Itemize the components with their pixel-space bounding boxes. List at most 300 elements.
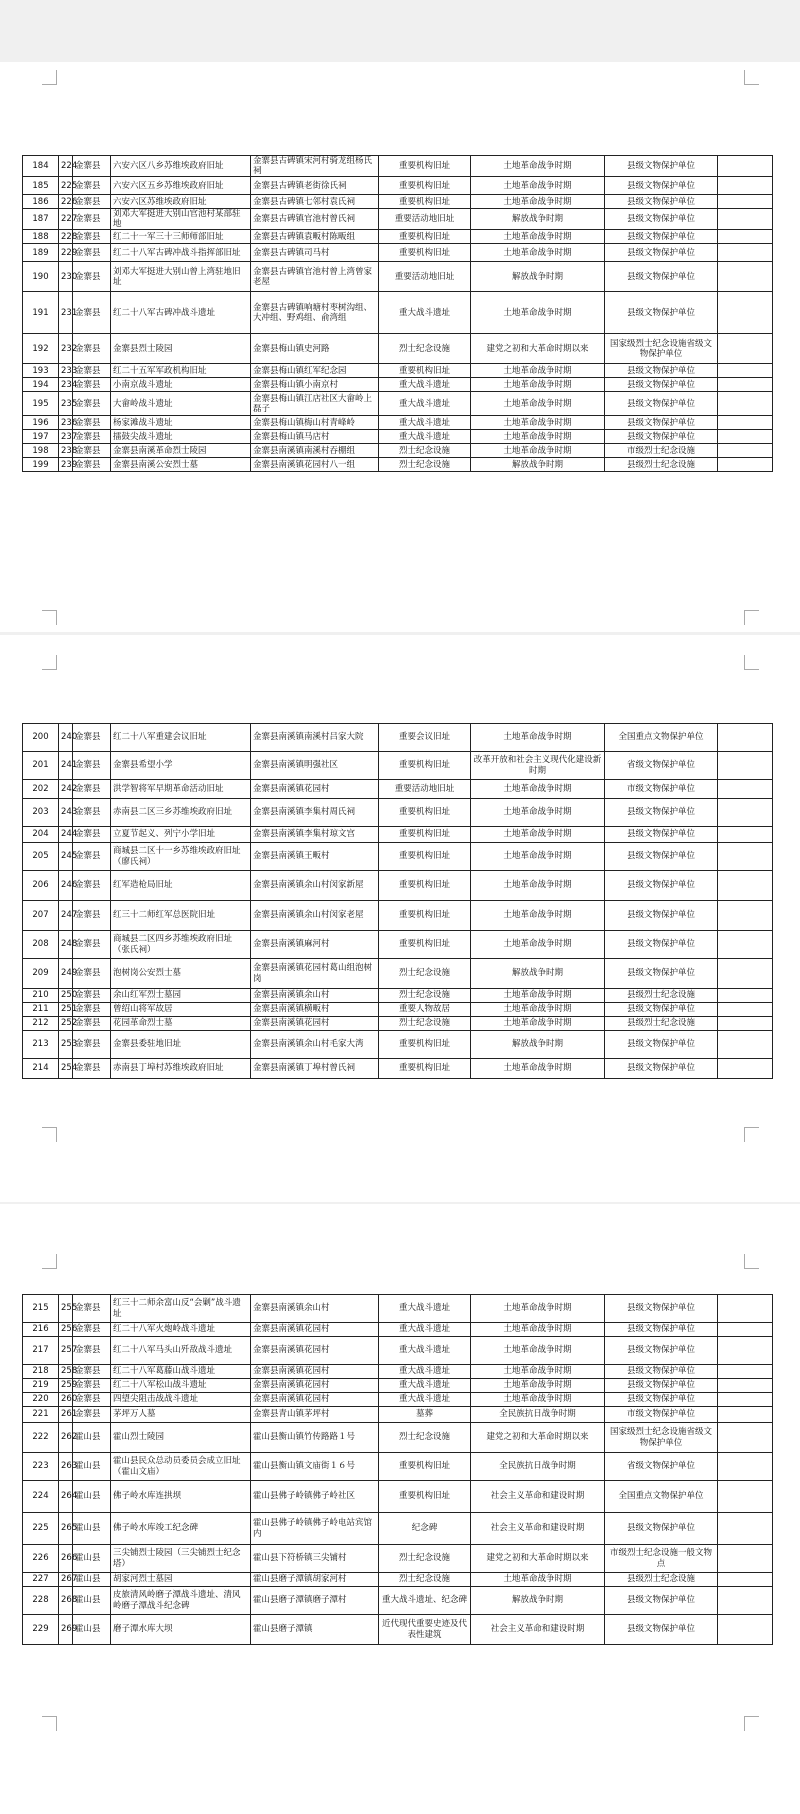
site-name-cell: 金寨县南溪公安烈士墓 <box>111 458 251 472</box>
site-name-cell: 杨家滩战斗遗址 <box>111 416 251 430</box>
period-cell: 全民族抗日战争时期 <box>471 1407 605 1423</box>
blank-cell <box>718 209 773 230</box>
row-number: 246 <box>59 871 73 901</box>
site-name-cell: 红二十八军马头山歼敌战斗遗址 <box>111 1337 251 1365</box>
period-cell: 土地革命战争时期 <box>471 177 605 195</box>
protection-level-cell: 县级文物保护单位 <box>605 1587 718 1615</box>
protection-level-cell: 县级烈士纪念设施 <box>605 1017 718 1031</box>
row-number: 228 <box>59 230 73 244</box>
site-name-cell: 磨子潭水库大坝 <box>111 1615 251 1645</box>
site-type-cell: 重要机构旧址 <box>379 843 471 871</box>
location-cell: 金寨县南溪镇花园村 <box>251 1323 379 1337</box>
row-number: 264 <box>59 1481 73 1513</box>
period-cell: 土地革命战争时期 <box>471 292 605 334</box>
row-index: 228 <box>23 1587 59 1615</box>
row-number: 224 <box>59 156 73 177</box>
site-type-cell: 重大战斗遗址 <box>379 1365 471 1379</box>
table-row <box>23 1031 773 1059</box>
location-cell: 金寨县青山镇茅坪村 <box>251 1407 379 1423</box>
row-number: 262 <box>59 1423 73 1453</box>
county-cell: 霍山县 <box>73 1545 111 1573</box>
blank-cell <box>718 364 773 378</box>
location-cell: 霍山县衡山镇竹传路路１号 <box>251 1423 379 1453</box>
county-cell: 金寨县 <box>73 799 111 827</box>
page-corner-mark <box>744 655 759 670</box>
row-number: 242 <box>59 780 73 799</box>
row-number: 236 <box>59 416 73 430</box>
site-name-cell: 红二十八军古碑冲战斗指挥部旧址 <box>111 244 251 262</box>
location-cell: 金寨县南溪镇余山村毛家大湾 <box>251 1031 379 1059</box>
period-cell: 土地革命战争时期 <box>471 364 605 378</box>
site-type-cell: 重大战斗遗址 <box>379 1323 471 1337</box>
blank-cell <box>718 1379 773 1393</box>
table-row <box>23 292 773 334</box>
location-cell: 金寨县梅山镇小南京村 <box>251 378 379 392</box>
county-cell: 金寨县 <box>73 843 111 871</box>
location-cell: 霍山县磨子潭镇 <box>251 1615 379 1645</box>
row-index: 210 <box>23 989 59 1003</box>
site-type-cell: 重要机构旧址 <box>379 799 471 827</box>
row-index: 219 <box>23 1379 59 1393</box>
county-cell: 霍山县 <box>73 1513 111 1545</box>
period-cell: 解放战争时期 <box>471 1031 605 1059</box>
protection-level-cell: 县级文物保护单位 <box>605 1379 718 1393</box>
county-cell: 金寨县 <box>73 1323 111 1337</box>
row-index: 187 <box>23 209 59 230</box>
page-corner-mark <box>744 70 759 85</box>
site-type-cell: 近代现代重要史迹及代表性建筑 <box>379 1615 471 1645</box>
row-number: 251 <box>59 1003 73 1017</box>
county-cell: 金寨县 <box>73 1393 111 1407</box>
protection-level-cell: 县级文物保护单位 <box>605 156 718 177</box>
protection-level-cell: 全国重点文物保护单位 <box>605 1481 718 1513</box>
row-index: 203 <box>23 799 59 827</box>
protection-level-cell: 县级文物保护单位 <box>605 430 718 444</box>
site-name-cell: 商城县二区四乡苏维埃政府旧址（张氏祠） <box>111 931 251 959</box>
period-cell: 解放战争时期 <box>471 209 605 230</box>
site-type-cell: 重要机构旧址 <box>379 931 471 959</box>
row-index: 207 <box>23 901 59 931</box>
location-cell: 金寨县南溪镇花园村 <box>251 1337 379 1365</box>
protection-level-cell: 县级文物保护单位 <box>605 262 718 292</box>
blank-cell <box>718 392 773 416</box>
site-name-cell: 六安六区八乡苏维埃政府旧址 <box>111 156 251 177</box>
county-cell: 金寨县 <box>73 901 111 931</box>
site-type-cell: 烈士纪念设施 <box>379 1573 471 1587</box>
blank-cell <box>718 1295 773 1323</box>
site-type-cell: 重要机构旧址 <box>379 1481 471 1513</box>
period-cell: 土地革命战争时期 <box>471 378 605 392</box>
table-row <box>23 195 773 209</box>
blank-cell <box>718 752 773 780</box>
protection-level-cell: 县级文物保护单位 <box>605 1059 718 1079</box>
county-cell: 金寨县 <box>73 827 111 843</box>
blank-cell <box>718 1587 773 1615</box>
blank-cell <box>718 230 773 244</box>
site-type-cell: 烈士纪念设施 <box>379 1545 471 1573</box>
row-number: 267 <box>59 1573 73 1587</box>
row-index: 192 <box>23 334 59 364</box>
site-type-cell: 重大战斗遗址 <box>379 378 471 392</box>
table-row <box>23 931 773 959</box>
location-cell: 金寨县南溪镇明强社区 <box>251 752 379 780</box>
page-corner-mark <box>744 1254 759 1269</box>
site-name-cell: 金寨县南溪革命烈士陵园 <box>111 444 251 458</box>
county-cell: 金寨县 <box>73 292 111 334</box>
site-name-cell: 佛子岭水库连拱坝 <box>111 1481 251 1513</box>
site-type-cell: 重大战斗遗址、纪念碑 <box>379 1587 471 1615</box>
site-name-cell: 六安六区苏维埃政府旧址 <box>111 195 251 209</box>
row-number: 239 <box>59 458 73 472</box>
table-row <box>23 1323 773 1337</box>
period-cell: 解放战争时期 <box>471 262 605 292</box>
row-number: 232 <box>59 334 73 364</box>
county-cell: 金寨县 <box>73 392 111 416</box>
protection-level-cell: 县级烈士纪念设施 <box>605 1573 718 1587</box>
county-cell: 霍山县 <box>73 1453 111 1481</box>
county-cell: 金寨县 <box>73 458 111 472</box>
period-cell: 解放战争时期 <box>471 1587 605 1615</box>
row-index: 185 <box>23 177 59 195</box>
site-name-cell: 红二十八军松山战斗遗址 <box>111 1379 251 1393</box>
period-cell: 社会主义革命和建设时期 <box>471 1481 605 1513</box>
blank-cell <box>718 1481 773 1513</box>
row-number: 235 <box>59 392 73 416</box>
blank-cell <box>718 1323 773 1337</box>
location-cell: 霍山县下符桥镇三尖铺村 <box>251 1545 379 1573</box>
site-type-cell: 重要人物故居 <box>379 1003 471 1017</box>
site-name-cell: 霍山县民众总动员委员会成立旧址（霍山文庙） <box>111 1453 251 1481</box>
county-cell: 金寨县 <box>73 871 111 901</box>
location-cell: 金寨县南溪镇余山村闵家老屋 <box>251 901 379 931</box>
site-name-cell: 泡树岗公安烈士墓 <box>111 959 251 989</box>
row-index: 223 <box>23 1453 59 1481</box>
table-row <box>23 1337 773 1365</box>
table-row <box>23 334 773 364</box>
row-index: 193 <box>23 364 59 378</box>
county-cell: 金寨县 <box>73 444 111 458</box>
page-corner-mark <box>42 655 57 670</box>
row-index: 188 <box>23 230 59 244</box>
location-cell: 金寨县南溪镇余山村 <box>251 989 379 1003</box>
county-cell: 金寨县 <box>73 1003 111 1017</box>
protection-level-cell: 县级文物保护单位 <box>605 392 718 416</box>
location-cell: 金寨县南溪镇李集村周氏祠 <box>251 799 379 827</box>
period-cell: 土地革命战争时期 <box>471 1295 605 1323</box>
row-number: 258 <box>59 1365 73 1379</box>
period-cell: 土地革命战争时期 <box>471 244 605 262</box>
blank-cell <box>718 244 773 262</box>
site-name-cell: 皮旅清风岭磨子潭战斗遗址、清风岭磨子潭战斗纪念碑 <box>111 1587 251 1615</box>
protection-level-cell: 全国重点文物保护单位 <box>605 724 718 752</box>
protection-level-cell: 县级文物保护单位 <box>605 1323 718 1337</box>
row-number: 233 <box>59 364 73 378</box>
protection-level-cell: 县级烈士纪念设施 <box>605 458 718 472</box>
site-type-cell: 重要机构旧址 <box>379 1453 471 1481</box>
protection-level-cell: 县级文物保护单位 <box>605 1337 718 1365</box>
location-cell: 金寨县古碑镇袁畈村陈畈组 <box>251 230 379 244</box>
row-number: 241 <box>59 752 73 780</box>
table-row <box>23 1003 773 1017</box>
table-row <box>23 209 773 230</box>
location-cell: 金寨县古碑镇响塘村枣树沟组、大冲组、野鸡组、俞湾组 <box>251 292 379 334</box>
site-name-cell: 赤南县二区三乡苏维埃政府旧址 <box>111 799 251 827</box>
protection-level-cell: 县级烈士纪念设施 <box>605 989 718 1003</box>
protection-level-cell: 国家级烈士纪念设施省级文物保护单位 <box>605 334 718 364</box>
site-type-cell: 重要机构旧址 <box>379 195 471 209</box>
protection-level-cell: 县级文物保护单位 <box>605 209 718 230</box>
row-number: 248 <box>59 931 73 959</box>
county-cell: 金寨县 <box>73 989 111 1003</box>
blank-cell <box>718 901 773 931</box>
table-row <box>23 871 773 901</box>
row-index: 208 <box>23 931 59 959</box>
blank-cell <box>718 1031 773 1059</box>
table-row <box>23 799 773 827</box>
period-cell: 土地革命战争时期 <box>471 901 605 931</box>
location-cell: 金寨县梅山镇马店村 <box>251 430 379 444</box>
protection-level-cell: 县级文物保护单位 <box>605 378 718 392</box>
blank-cell <box>718 195 773 209</box>
heritage-table-3 <box>22 1294 773 1645</box>
table-row <box>23 244 773 262</box>
period-cell: 建党之初和大革命时期以来 <box>471 334 605 364</box>
period-cell: 建党之初和大革命时期以来 <box>471 1545 605 1573</box>
location-cell: 金寨县梅山镇江店社区大畲岭上磊子 <box>251 392 379 416</box>
table-row <box>23 416 773 430</box>
site-type-cell: 重要机构旧址 <box>379 901 471 931</box>
blank-cell <box>718 334 773 364</box>
table-row <box>23 177 773 195</box>
protection-level-cell: 市级文物保护单位 <box>605 780 718 799</box>
location-cell: 金寨县南溪镇花园村葛山组泡树岗 <box>251 959 379 989</box>
site-name-cell: 红二十八军古碑冲战斗遗址 <box>111 292 251 334</box>
county-cell: 霍山县 <box>73 1587 111 1615</box>
document-page-3 <box>0 1204 800 1814</box>
period-cell: 土地革命战争时期 <box>471 1323 605 1337</box>
location-cell: 金寨县南溪镇南溪村吞棚组 <box>251 444 379 458</box>
site-name-cell: 茅坪万人墓 <box>111 1407 251 1423</box>
location-cell: 金寨县古碑镇司马村 <box>251 244 379 262</box>
row-index: 190 <box>23 262 59 292</box>
period-cell: 社会主义革命和建设时期 <box>471 1513 605 1545</box>
row-index: 216 <box>23 1323 59 1337</box>
period-cell: 土地革命战争时期 <box>471 827 605 843</box>
county-cell: 金寨县 <box>73 1365 111 1379</box>
row-number: 266 <box>59 1545 73 1573</box>
county-cell: 金寨县 <box>73 430 111 444</box>
row-index: 196 <box>23 416 59 430</box>
site-type-cell: 烈士纪念设施 <box>379 1423 471 1453</box>
row-number: 234 <box>59 378 73 392</box>
blank-cell <box>718 1453 773 1481</box>
county-cell: 金寨县 <box>73 752 111 780</box>
site-type-cell: 重要机构旧址 <box>379 1059 471 1079</box>
table-row <box>23 1059 773 1079</box>
page-corner-mark <box>744 1716 759 1731</box>
period-cell: 土地革命战争时期 <box>471 799 605 827</box>
protection-level-cell: 国家级烈士纪念设施省级文物保护单位 <box>605 1423 718 1453</box>
row-number: 257 <box>59 1337 73 1365</box>
row-index: 209 <box>23 959 59 989</box>
site-type-cell: 墓葬 <box>379 1407 471 1423</box>
location-cell: 霍山县磨子潭镇磨子潭村 <box>251 1587 379 1615</box>
county-cell: 金寨县 <box>73 378 111 392</box>
site-name-cell: 金寨县希望小学 <box>111 752 251 780</box>
period-cell: 土地革命战争时期 <box>471 1379 605 1393</box>
county-cell: 金寨县 <box>73 195 111 209</box>
blank-cell <box>718 931 773 959</box>
row-number: 260 <box>59 1393 73 1407</box>
row-number: 254 <box>59 1059 73 1079</box>
site-type-cell: 烈士纪念设施 <box>379 959 471 989</box>
county-cell: 金寨县 <box>73 1017 111 1031</box>
county-cell: 金寨县 <box>73 230 111 244</box>
row-index: 194 <box>23 378 59 392</box>
period-cell: 土地革命战争时期 <box>471 989 605 1003</box>
table-row <box>23 458 773 472</box>
row-number: 255 <box>59 1295 73 1323</box>
blank-cell <box>718 989 773 1003</box>
row-number: 227 <box>59 209 73 230</box>
table-row <box>23 827 773 843</box>
row-index: 184 <box>23 156 59 177</box>
period-cell: 土地革命战争时期 <box>471 724 605 752</box>
site-name-cell: 曾绍山将军故居 <box>111 1003 251 1017</box>
location-cell: 金寨县南溪镇花园村八一组 <box>251 458 379 472</box>
site-name-cell: 刘邓大军挺进大别山曾上湾驻地旧址 <box>111 262 251 292</box>
row-index: 221 <box>23 1407 59 1423</box>
county-cell: 霍山县 <box>73 1423 111 1453</box>
table-row <box>23 378 773 392</box>
blank-cell <box>718 1615 773 1645</box>
row-index: 189 <box>23 244 59 262</box>
site-name-cell: 红三十二师余富山反“会剿”战斗遗址 <box>111 1295 251 1323</box>
table-row <box>23 959 773 989</box>
site-type-cell: 重大战斗遗址 <box>379 1337 471 1365</box>
table-row <box>23 230 773 244</box>
site-name-cell: 洪学智将军早期革命活动旧址 <box>111 780 251 799</box>
site-type-cell: 重要机构旧址 <box>379 871 471 901</box>
period-cell: 土地革命战争时期 <box>471 871 605 901</box>
protection-level-cell: 县级文物保护单位 <box>605 1003 718 1017</box>
period-cell: 解放战争时期 <box>471 458 605 472</box>
blank-cell <box>718 724 773 752</box>
site-name-cell: 红二十一军三十三师师部旧址 <box>111 230 251 244</box>
period-cell: 土地革命战争时期 <box>471 156 605 177</box>
county-cell: 金寨县 <box>73 209 111 230</box>
blank-cell <box>718 1423 773 1453</box>
table-row <box>23 392 773 416</box>
county-cell: 金寨县 <box>73 1031 111 1059</box>
site-name-cell: 花园革命烈士墓 <box>111 1017 251 1031</box>
row-number: 238 <box>59 444 73 458</box>
period-cell: 土地革命战争时期 <box>471 230 605 244</box>
row-index: 199 <box>23 458 59 472</box>
location-cell: 金寨县南溪镇李集村琼文宫 <box>251 827 379 843</box>
table-row <box>23 1587 773 1615</box>
blank-cell <box>718 871 773 901</box>
table-row <box>23 1393 773 1407</box>
protection-level-cell: 县级文物保护单位 <box>605 799 718 827</box>
table-row <box>23 1573 773 1587</box>
blank-cell <box>718 1337 773 1365</box>
site-name-cell: 红二十八军重建会议旧址 <box>111 724 251 752</box>
location-cell: 金寨县南溪镇花园村 <box>251 1365 379 1379</box>
site-type-cell: 重要机构旧址 <box>379 177 471 195</box>
location-cell: 金寨县南溪镇王畈村 <box>251 843 379 871</box>
site-name-cell: 大畲岭战斗遗址 <box>111 392 251 416</box>
blank-cell <box>718 1003 773 1017</box>
protection-level-cell: 县级文物保护单位 <box>605 230 718 244</box>
location-cell: 金寨县南溪镇横畈村 <box>251 1003 379 1017</box>
period-cell: 土地革命战争时期 <box>471 1017 605 1031</box>
row-number: 250 <box>59 989 73 1003</box>
blank-cell <box>718 444 773 458</box>
blank-cell <box>718 827 773 843</box>
blank-cell <box>718 1545 773 1573</box>
site-name-cell: 金寨县烈士陵园 <box>111 334 251 364</box>
county-cell: 金寨县 <box>73 364 111 378</box>
page-corner-mark <box>42 1254 57 1269</box>
period-cell: 土地革命战争时期 <box>471 780 605 799</box>
protection-level-cell: 县级文物保护单位 <box>605 871 718 901</box>
site-type-cell: 重大战斗遗址 <box>379 416 471 430</box>
location-cell: 金寨县南溪镇花园村 <box>251 1017 379 1031</box>
heritage-table-1 <box>22 155 773 472</box>
blank-cell <box>718 292 773 334</box>
county-cell: 金寨县 <box>73 244 111 262</box>
period-cell: 土地革命战争时期 <box>471 444 605 458</box>
protection-level-cell: 市级烈士纪念设施一般文物点 <box>605 1545 718 1573</box>
row-number: 237 <box>59 430 73 444</box>
protection-level-cell: 县级文物保护单位 <box>605 364 718 378</box>
protection-level-cell: 县级文物保护单位 <box>605 959 718 989</box>
period-cell: 土地革命战争时期 <box>471 1365 605 1379</box>
row-number: 261 <box>59 1407 73 1423</box>
county-cell: 金寨县 <box>73 156 111 177</box>
document-page-1 <box>0 62 800 632</box>
site-name-cell: 红二十五军军政机构旧址 <box>111 364 251 378</box>
site-name-cell: 霍山烈士陵园 <box>111 1423 251 1453</box>
table-row <box>23 724 773 752</box>
protection-level-cell: 县级文物保护单位 <box>605 1295 718 1323</box>
site-type-cell: 重大战斗遗址 <box>379 1295 471 1323</box>
county-cell: 金寨县 <box>73 959 111 989</box>
site-type-cell: 重大战斗遗址 <box>379 292 471 334</box>
row-number: 229 <box>59 244 73 262</box>
protection-level-cell: 县级文物保护单位 <box>605 901 718 931</box>
site-name-cell: 金寨县委驻地旧址 <box>111 1031 251 1059</box>
county-cell: 霍山县 <box>73 1481 111 1513</box>
row-index: 220 <box>23 1393 59 1407</box>
page-corner-mark <box>42 70 57 85</box>
row-index: 227 <box>23 1573 59 1587</box>
location-cell: 金寨县古碑镇宋河村骑龙组杨氏祠 <box>251 156 379 177</box>
county-cell: 金寨县 <box>73 416 111 430</box>
site-type-cell: 纪念碑 <box>379 1513 471 1545</box>
table-row <box>23 1379 773 1393</box>
row-number: 226 <box>59 195 73 209</box>
row-index: 217 <box>23 1337 59 1365</box>
blank-cell <box>718 1407 773 1423</box>
protection-level-cell: 县级文物保护单位 <box>605 827 718 843</box>
table-row <box>23 364 773 378</box>
table-row <box>23 1453 773 1481</box>
protection-level-cell: 县级文物保护单位 <box>605 1393 718 1407</box>
protection-level-cell: 省级文物保护单位 <box>605 752 718 780</box>
county-cell: 金寨县 <box>73 931 111 959</box>
